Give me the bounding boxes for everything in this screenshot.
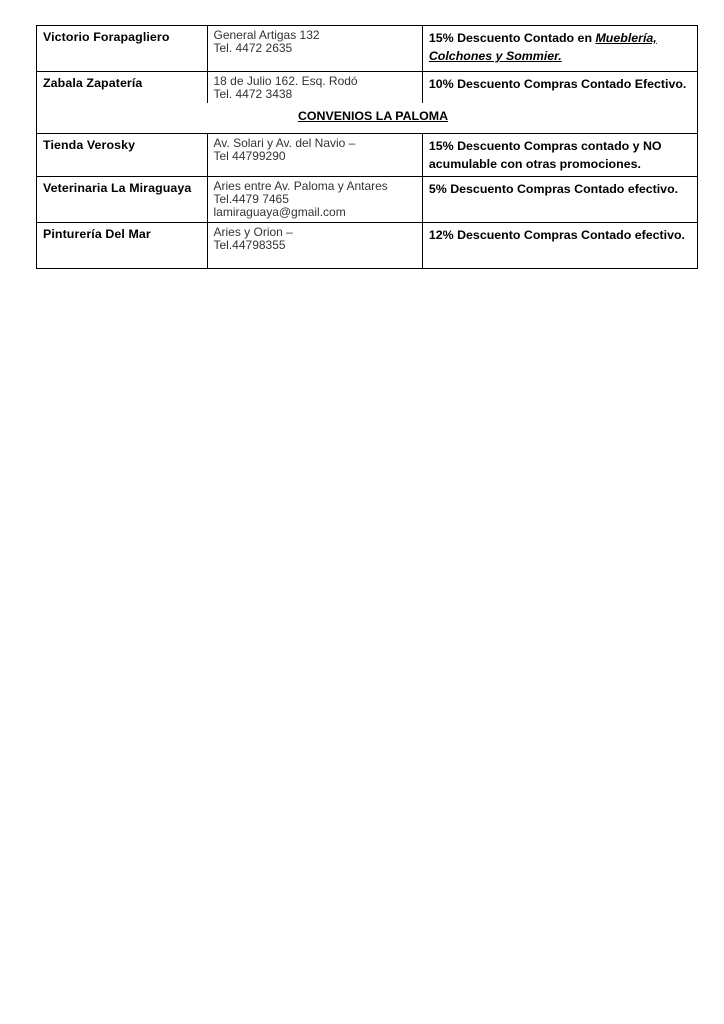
table-row: [36, 223, 698, 269]
convenios-table: [36, 25, 698, 269]
discount-text: 10% Descuento Compras Contado Efectivo.: [428, 77, 687, 91]
address-cell: [208, 26, 423, 71]
discount-cell: [423, 134, 697, 176]
table-row: [36, 133, 698, 177]
business-name-cell: [37, 72, 208, 103]
business-name: Victorio Forapagliero: [43, 30, 170, 44]
discount-cell: [423, 26, 697, 71]
address-cell: [208, 223, 423, 268]
business-name: Pinturería Del Mar: [43, 227, 151, 241]
business-name-cell: [37, 223, 208, 268]
discount-emphasis: Mueblería, Colchones y Sommier.: [428, 31, 657, 63]
section-heading-row: [36, 103, 698, 133]
address-cell: [208, 134, 423, 176]
business-address: Av. Solari y Av. del Navio – Tel 44799290: [213, 136, 356, 163]
business-name: Tienda Verosky: [43, 138, 136, 152]
address-cell: [208, 72, 423, 103]
table-row: [36, 25, 698, 72]
business-name-cell: [37, 177, 208, 222]
business-address: Aries entre Av. Paloma y Antares Tel.4479 7465 lamiraguaya@gmail.com: [213, 179, 388, 219]
section-title: CONVENIOS LA PALOMA: [297, 109, 449, 123]
business-address: General Artigas 132 Tel. 4472 2635: [213, 28, 320, 55]
discount-text: 5% Descuento Compras Contado efectivo.: [428, 182, 679, 196]
business-address: Aries y Orion – Tel.44798355: [213, 225, 293, 252]
discount-cell: [423, 72, 697, 103]
business-name-cell: [37, 26, 208, 71]
discount-cell: [423, 223, 697, 268]
business-name: Zabala Zapatería: [43, 76, 143, 90]
address-cell: [208, 177, 423, 222]
table-row: [36, 72, 698, 103]
discount-text: 15% Descuento Compras contado y NO acumulable con otras promociones.: [428, 139, 662, 171]
business-name: Veterinaria La Miraguaya: [43, 181, 192, 195]
discount-plain: 15% Descuento Contado en: [428, 31, 596, 45]
discount-cell: [423, 177, 697, 222]
business-name-cell: [37, 134, 208, 176]
discount-text: [429, 29, 692, 65]
table-row: [36, 177, 698, 223]
business-address: 18 de Julio 162. Esq. Rodó Tel. 4472 3438: [213, 74, 358, 101]
discount-text: 12% Descuento Compras Contado efectivo.: [428, 228, 685, 242]
